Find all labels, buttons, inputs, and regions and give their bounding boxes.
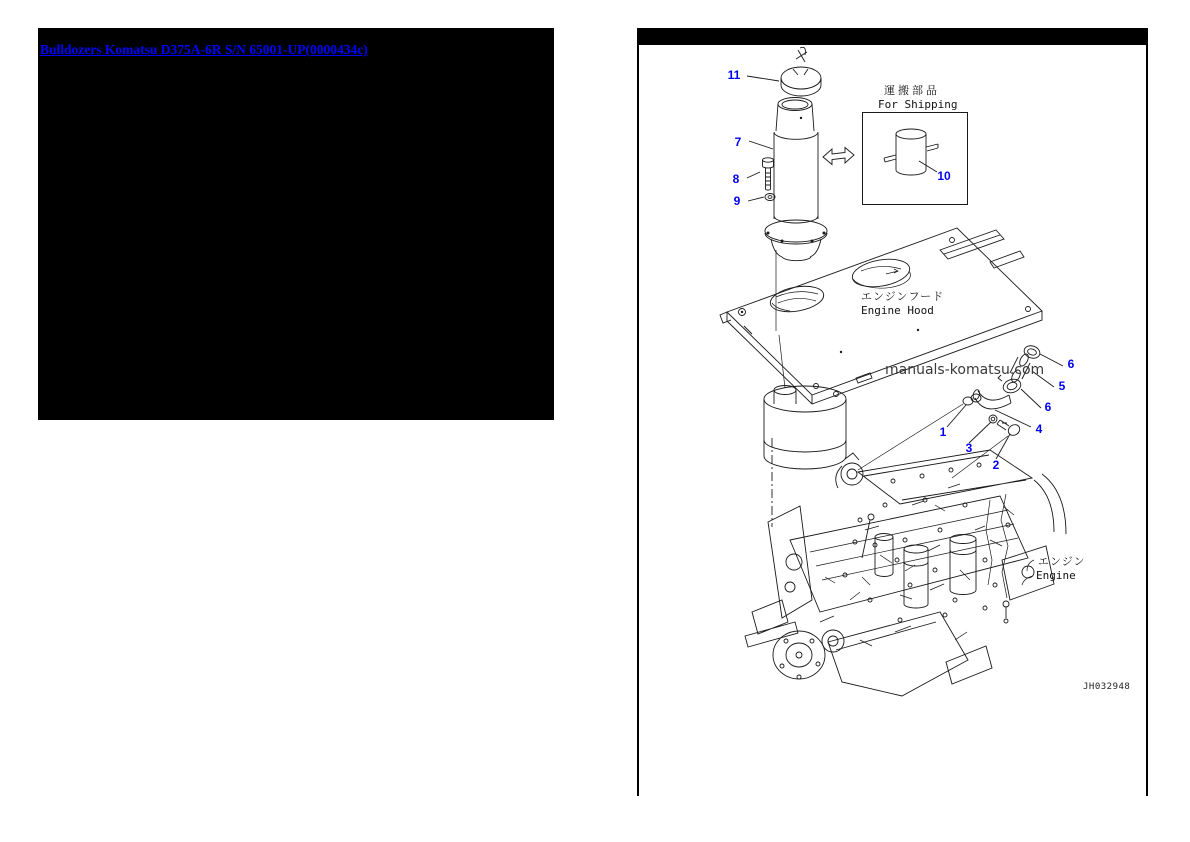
engine-label-en: Engine: [1036, 569, 1076, 582]
shipping-label-jp: 運搬部品: [884, 84, 940, 97]
shipping-label-en: For Shipping: [878, 98, 958, 111]
left-black-panel: [38, 28, 554, 420]
watermark-text: manuals-komatsu.com: [885, 362, 1045, 378]
engine-label-jp: エンジン: [1038, 555, 1086, 568]
mounting-nut-part: [765, 194, 775, 201]
callout-8[interactable]: 8: [732, 172, 740, 186]
engine-drawing: [745, 386, 1066, 697]
callout-10[interactable]: 10: [937, 169, 951, 183]
callout-6b[interactable]: 6: [1044, 400, 1052, 414]
callout-6a[interactable]: 6: [1067, 357, 1075, 371]
callout-4[interactable]: 4: [1035, 422, 1043, 436]
drawing-number: JH032948: [1083, 682, 1131, 692]
double-arrow-icon: [823, 148, 854, 165]
callout-leader-lines: [747, 76, 1063, 459]
rain-cap-part: [781, 47, 821, 96]
callout-1[interactable]: 1: [939, 425, 947, 439]
callout-11[interactable]: 11: [727, 68, 741, 82]
exhaust-pipe-part: [765, 98, 827, 389]
callout-7[interactable]: 7: [734, 135, 742, 149]
diagram-header-bar: [637, 28, 1148, 45]
callout-5[interactable]: 5: [1058, 379, 1066, 393]
mounting-bolt-part: [763, 158, 774, 190]
callout-9[interactable]: 9: [733, 194, 741, 208]
shipping-box: [863, 113, 968, 205]
catalog-title-link[interactable]: Bulldozers Komatsu D375A-6R S/N 65001-UP(0000434c): [40, 42, 368, 57]
engine-hood-label-jp: エンジンフード: [861, 290, 945, 303]
engine-hood-label-en: Engine Hood: [861, 304, 934, 317]
parts-diagram: [639, 45, 1146, 796]
callout-3[interactable]: 3: [965, 441, 973, 455]
callout-2[interactable]: 2: [992, 458, 1000, 472]
